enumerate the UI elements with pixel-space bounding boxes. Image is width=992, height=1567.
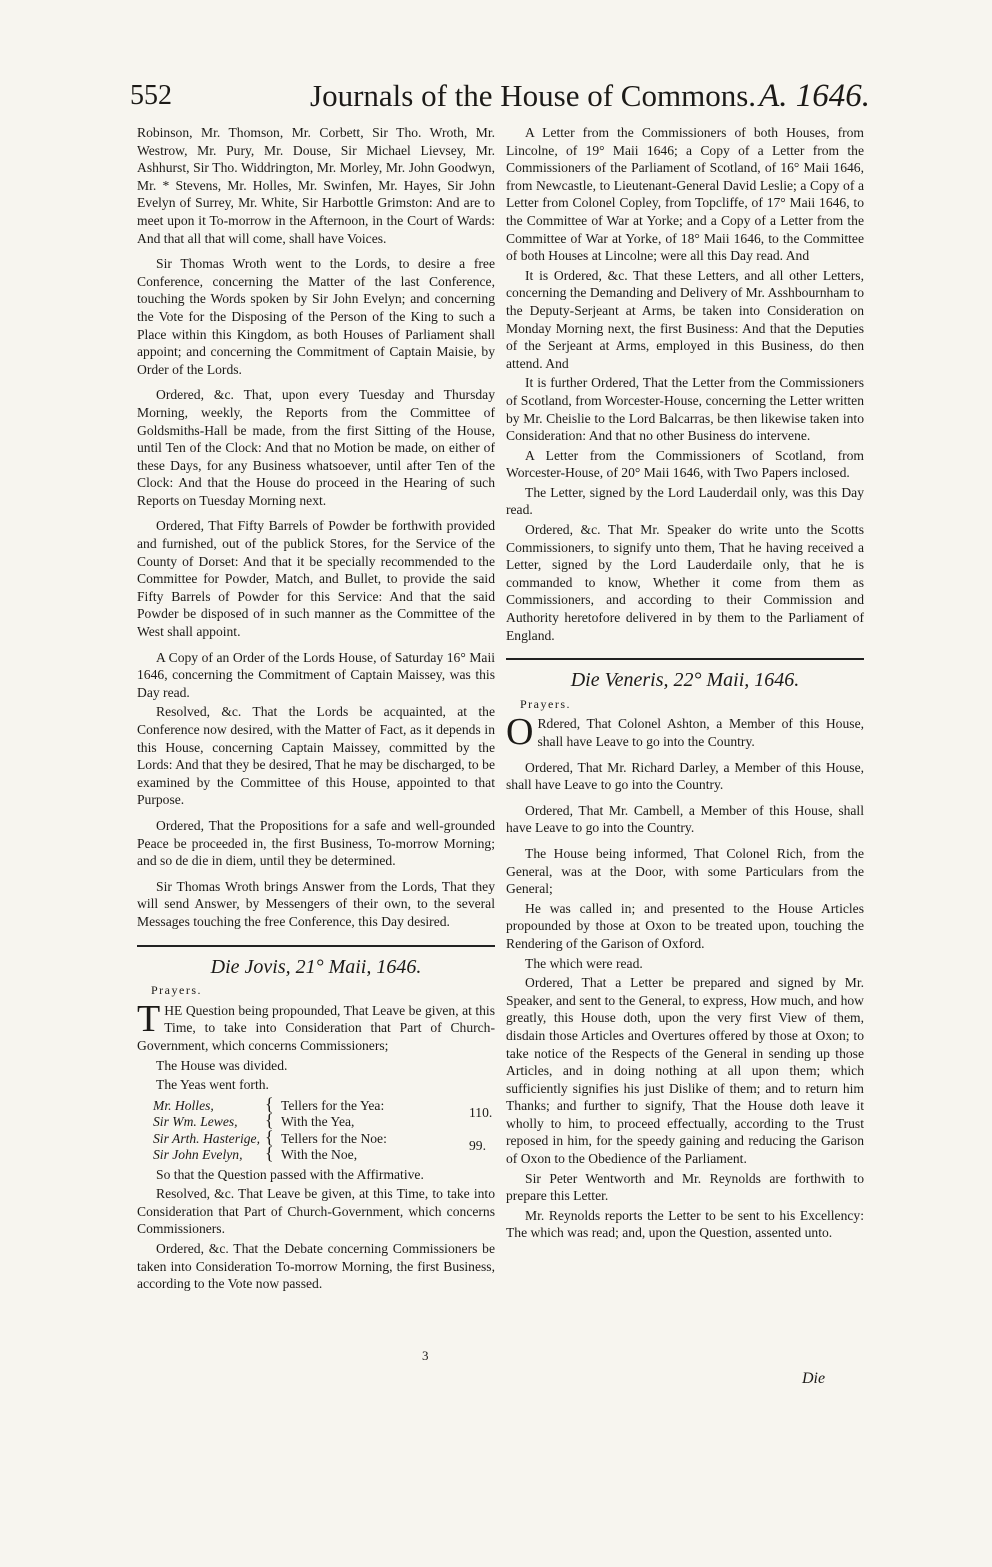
drop-cap: O (506, 711, 534, 754)
paragraph: Resolved, &c. That Leave be given, at this Time, to take into Consideration that Part of Church-Government, which concerns Commissioners. (137, 1186, 495, 1237)
right-column (506, 124, 864, 1244)
teller-name: Sir Wm. Lewes, (153, 1113, 238, 1129)
teller-name: Sir Arth. Hasterige, (153, 1130, 260, 1146)
brace-icon: { (265, 1093, 274, 1114)
paragraph: Mr. Reynolds reports the Letter to be sent to his Excellency: The which was read; and, upon the Question, assented unto. (506, 1207, 864, 1241)
paragraph: Ordered, That Mr. Cambell, a Member of this House, shall have Leave to go into the Country. (506, 802, 864, 836)
section-divider (506, 658, 864, 660)
paragraph: So that the Question passed with the Affirmative. (156, 1166, 424, 1182)
left-column (137, 124, 495, 1295)
teller-name: Mr. Holles, (153, 1097, 214, 1113)
day-heading: Die Jovis, 21° Maii, 1646. (210, 955, 422, 978)
paragraph: Ordered, &c. That the Debate concerning Commissioners be taken into Consideration To-morrow Morning, the first Business, according to the Vote now passed. (137, 1241, 495, 1292)
paragraph: A Copy of an Order of the Lords House, of Saturday 16° Maii 1646, concerning the Commitment of Captain Maissey, was this Day read. (137, 649, 495, 700)
paragraph: The House was divided. (156, 1057, 288, 1073)
catchword: Die (802, 1370, 826, 1387)
paragraph: Sir Thomas Wroth went to the Lords, to desire a free Conference, concerning the Matter of the last Conference, touching the Words spoken by Sir John Evelyn; and concerning the Vote for the Disposing of the Person of the King to such a Place within this Kingdom, as both Houses of Parliament shall appoint; and concerning the Commitment of Captain Maisie, by Order of the Lords. (137, 256, 495, 377)
paragraph: Robinson, Mr. Thomson, Mr. Corbett, Sir Tho. Wroth, Mr. Westrow, Mr. Pury, Mr. Douse, Sir Michael Lievsey, Mr. Ashhurst, Sir Tho. Widdrington, Mr. Morley, Mr. John Goodwyn, Mr. * Stevens, Mr. Holles, Mr. Swinfen, Mr. Hayes, Sir John Evelyn of Surrey, Mr. White, Sir Harbottle Grimston: And are to meet upon it To-morrow in the Afternoon, in the Court of Wards: And that all that will come, shall have Voices. (137, 125, 495, 246)
paragraph: The Yeas went forth. (156, 1077, 269, 1093)
day-heading: Die Veneris, 22° Maii, 1646. (570, 669, 800, 692)
page-header (130, 78, 870, 122)
prayers-label: Prayers. (520, 696, 571, 711)
paragraph: A Letter from the Commissioners of both Houses, from Lincolne, of 19° Maii 1646; a Copy of a Letter from the Commissioners of the Parliament of Scotland, of 16° Maii 1646, from Newcastle, to Lieutenant-General David Leslie; a Copy of a Letter from Colonel Copley, from Topcliffe, of 17° Maii 1646, to the Committee of War at Yorke; and a Copy of a Letter from the Committee of War at Yorke, of 18° Maii 1646, to the Committee of both Houses at Lincolne; were all this Day read. And (506, 125, 864, 264)
drop-cap: T (137, 997, 161, 1040)
paragraph: Ordered, &c. That, upon every Tuesday and Thursday Morning, weekly, the Reports from the Committee of Goldsmiths-Hall be made, from the first Sitting of the House, until Ten of the Clock: And that no Motion be made, on either of these Days, for any Business whatsoever, until after Ten of the Clock: And that the House do proceed in the Hearing of such Reports on Tuesday Morning next. (137, 387, 495, 508)
paragraph: It is further Ordered, That the Letter from the Commissioners of Scotland, from Worcester-House, concerning the Letter written by Mr. Cheislie to the Lord Balcarras, be then likewise taken into Consideration: And that no other Business do intervene. (506, 375, 864, 444)
page-title: Journals of the House of Commons. (310, 78, 757, 113)
teller-role: With the Noe, (281, 1146, 358, 1162)
page-year: A. 1646. (759, 78, 870, 114)
teller-row (153, 1142, 358, 1164)
brace-icon: { (265, 1142, 274, 1163)
paragraph: Sir Peter Wentworth and Mr. Reynolds are forthwith to prepare this Letter. (506, 1170, 864, 1204)
paragraph: It is Ordered, &c. That these Letters, and all other Letters, concerning the Demanding and Delivery of Mr. Asshbournham to the Deputy-Serjeant at Arms, be taken into Consideration on Monday Morning next, the first Business: And that the Deputies of the Serjeant at Arms, employed in this Business, do then attend. And (506, 267, 864, 371)
paragraph: He was called in; and presented to the House Articles propounded by those at Oxon to be treated upon, touching the Rendering of the Garison of Oxford. (506, 900, 864, 951)
noe-count: 99. (469, 1137, 486, 1153)
paragraph: Ordered, &c. That Mr. Speaker do write unto the Scotts Commissioners, to signify unto them, That he having received a Letter, signed by the Lord Lauderdaile only, that he is commanded to know, Whether it come from them as Commissioners, and according to their Commission and Authority heretofore delivered in by them to the Parliament of England. (506, 522, 864, 643)
paragraph (506, 711, 864, 754)
paragraph-text: HE Question being propounded, That Leave be given, at this Time, to take into Consideration that Part of Church-Government, which concerns Commissioners; (137, 1002, 495, 1053)
paragraph: Sir Thomas Wroth brings Answer from the Lords, That they will send Answer, by Messengers of their own, to the several Messages touching the free Conference, this Day desired. (137, 878, 495, 929)
page-number: 552 (130, 80, 172, 111)
teller-row (153, 1109, 355, 1131)
tellers-table (137, 1093, 495, 1163)
paragraph: Resolved, &c. That the Lords be acquainted, at the Conference now desired, with the Matter of Fact, as it depends in this House, concerning Captain Maissey, committed by the Lords: And that they be desired, That he may be discharged, to be examined by the Committee of this House, appointed to that Purpose. (137, 704, 495, 808)
paragraph: The House being informed, That Colonel Rich, from the General, was at the Door, with some Particulars from the General; (506, 845, 864, 897)
paragraph (137, 997, 495, 1055)
teller-name: Sir John Evelyn, (153, 1146, 243, 1162)
paragraph: A Letter from the Commissioners of Scotland, from Worcester-House, of 20° Maii 1646, with Two Papers inclosed. (506, 447, 864, 481)
signature-mark: 3 (422, 1348, 429, 1363)
prayers-label: Prayers. (151, 983, 202, 998)
teller-role: With the Yea, (281, 1113, 355, 1129)
paragraph-text: Rdered, That Colonel Ashton, a Member of this House, shall have Leave to go into the Country. (537, 716, 864, 749)
teller-role: Tellers for the Noe: (281, 1130, 387, 1146)
paragraph: The Letter, signed by the Lord Lauderdail only, was this Day read. (506, 484, 864, 518)
paragraph: Ordered, That Mr. Richard Darley, a Member of this House, shall have Leave to go into the Country. (506, 759, 864, 793)
paragraph: Ordered, That the Propositions for a safe and well-grounded Peace be proceeded in, the first Business, To-morrow Morning; and so de die in diem, until they be determined. (137, 817, 495, 869)
paragraph: The which were read. (525, 955, 643, 971)
paragraph: Ordered, That a Letter be prepared and signed by Mr. Speaker, and sent to the General, to express, How much, and how greatly, this House doth, upon the very first View of them, disdain those Articles and Overtures offered by those at Oxon; to take notice of the Respects of the General in sending up those Articles, and in doing nothing at all upon them; which sufficiently signifies his just Dislike of them; and to return him Thanks; and further to signify, That the House doth leave it wholly to him, to proceed effectually, according to the Trust reposed in him, for the speedy gaining and reducing the Garison of Oxon to the Obedience of the Parliament. (506, 975, 864, 1167)
yea-count: 110. (469, 1104, 493, 1120)
brace-icon: { (265, 1126, 274, 1147)
section-divider (137, 945, 495, 947)
paragraph: Ordered, That Fifty Barrels of Powder be forthwith provided and furnished, out of the publick Stores, for the Service of the County of Dorset: And that it be specially recommended to the Committee for Powder, Match, and Bullet, to provide the said Fifty Barrels of Powder for this Service: And that the said Powder be disposed of in such manner as the Committee of the West shall appoint. (137, 518, 495, 640)
teller-role: Tellers for the Yea: (281, 1097, 385, 1113)
brace-icon: { (265, 1109, 274, 1130)
